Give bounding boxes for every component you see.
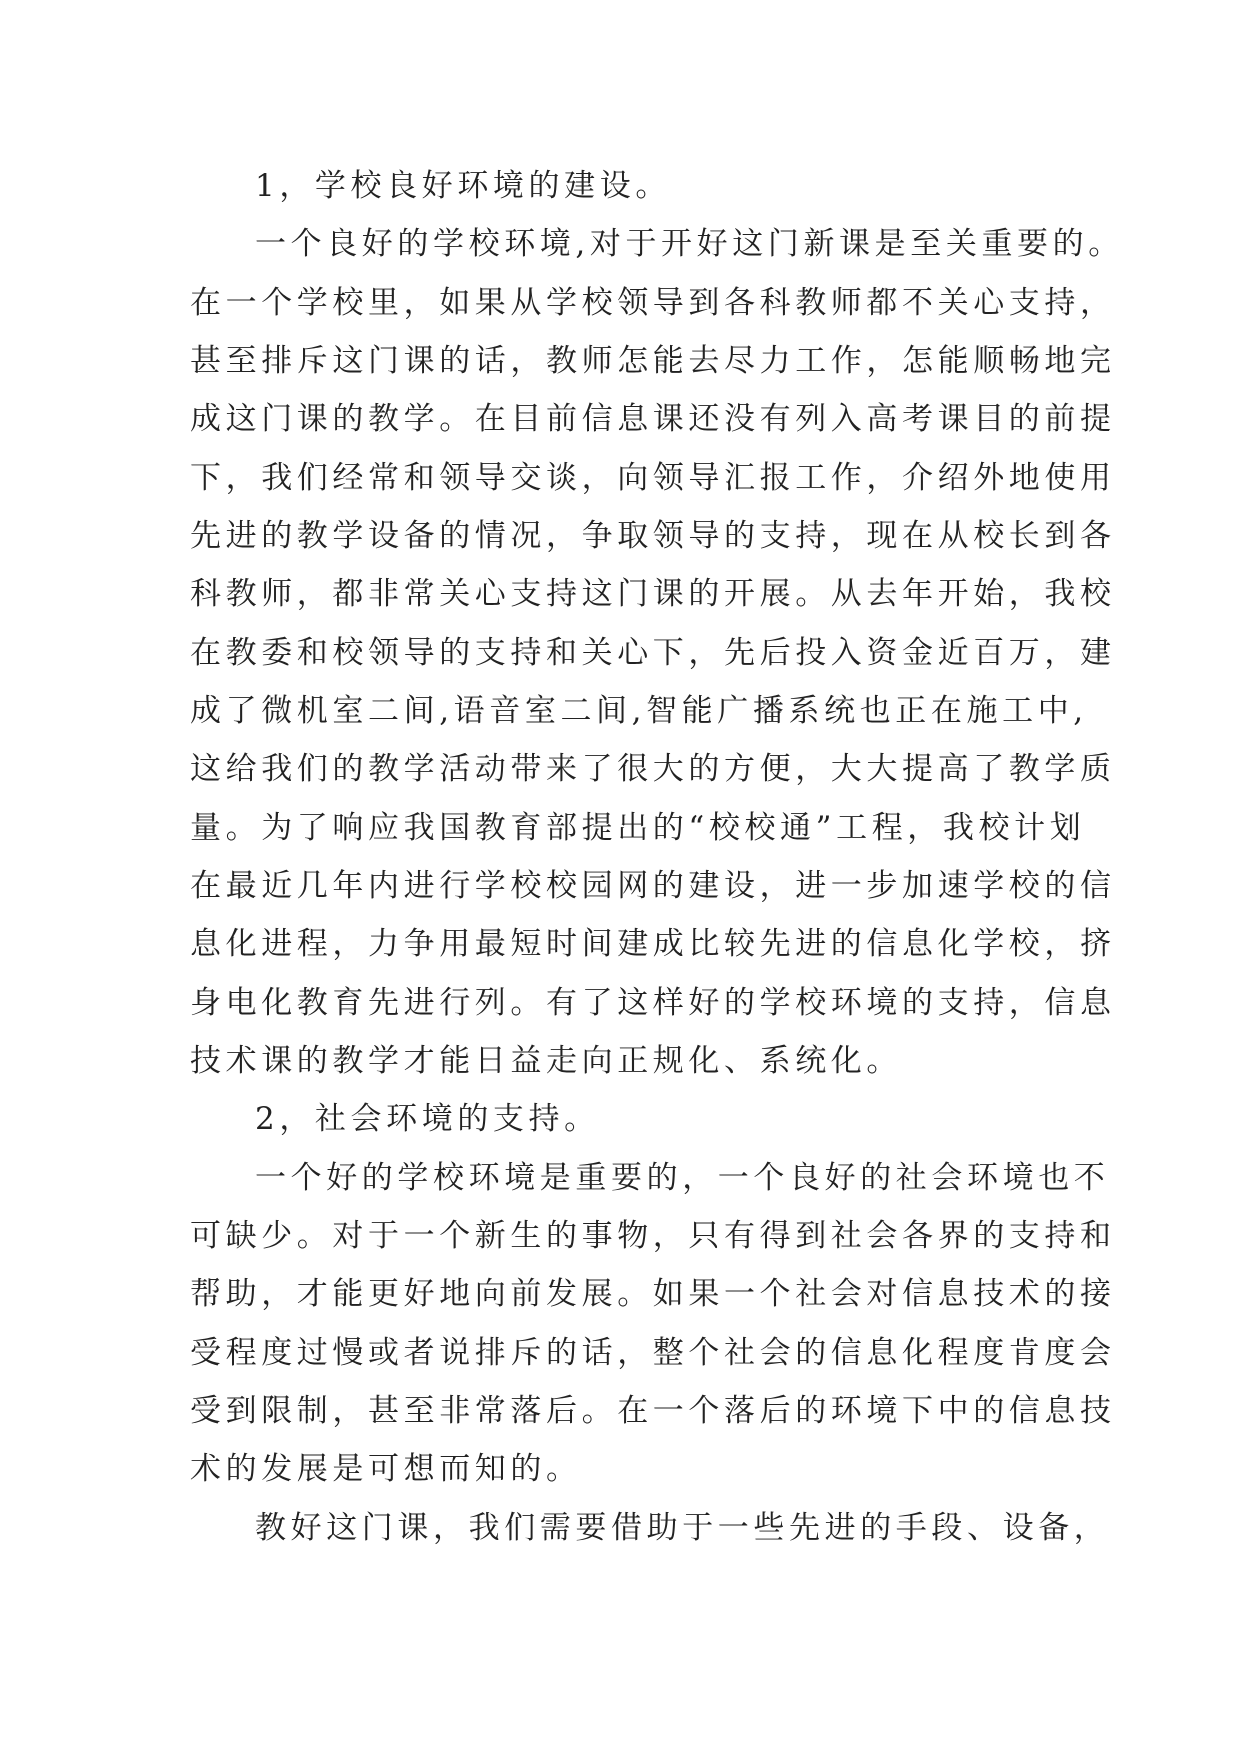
paragraph-line: 一个好的学校环境是重要的，一个良好的社会环境也不 <box>255 1160 1110 1196</box>
paragraph-line: 教好这门课，我们需要借助于一些先进的手段、设备， <box>255 1510 1110 1546</box>
paragraph-line: 受程度过慢或者说排斥的话，整个社会的信息化程度肯度会 <box>190 1335 1116 1371</box>
paragraph-line: 在教委和校领导的支持和关心下，先后投入资金近百万，建 <box>190 635 1116 671</box>
paragraph-line: 甚至排斥这门课的话，教师怎能去尽力工作，怎能顺畅地完 <box>190 343 1116 379</box>
paragraph-line: 下，我们经常和领导交谈，向领导汇报工作，介绍外地使用 <box>190 460 1116 496</box>
paragraph-line: 受到限制，甚至非常落后。在一个落后的环境下中的信息技 <box>190 1393 1116 1429</box>
paragraph-line: 成了微机室二间,语音室二间,智能广播系统也正在施工中, <box>190 693 1088 729</box>
paragraph-line: 身电化教育先进行列。有了这样好的学校环境的支持，信息 <box>190 985 1116 1021</box>
paragraph-line: 量。为了响应我国教育部提出的“校校通”工程，我校计划 <box>190 810 1086 846</box>
paragraph-line: 在一个学校里，如果从学校领导到各科教师都不关心支持， <box>190 285 1116 321</box>
section-heading-2: 2，社会环境的支持。 <box>255 1101 600 1137</box>
paragraph-line: 科教师，都非常关心支持这门课的开展。从去年开始，我校 <box>190 576 1116 612</box>
paragraph-line: 在最近几年内进行学校校园网的建设，进一步加速学校的信 <box>190 868 1116 904</box>
paragraph-line: 术的发展是可想而知的。 <box>190 1451 582 1487</box>
paragraph-line: 帮助，才能更好地向前发展。如果一个社会对信息技术的接 <box>190 1276 1116 1312</box>
section-heading-1: 1，学校良好环境的建设。 <box>255 168 671 204</box>
paragraph-line: 这给我们的教学活动带来了很大的方便，大大提高了教学质 <box>190 751 1116 787</box>
paragraph-line: 息化进程，力争用最短时间建成比较先进的信息化学校，挤 <box>190 926 1116 962</box>
paragraph-line: 成这门课的教学。在目前信息课还没有列入高考课目的前提 <box>190 401 1116 437</box>
paragraph-line: 技术课的教学才能日益走向正规化、系统化。 <box>190 1043 902 1079</box>
paragraph-line: 先进的教学设备的情况，争取领导的支持，现在从校长到各 <box>190 518 1116 554</box>
paragraph-line: 可缺少。对于一个新生的事物，只有得到社会各界的支持和 <box>190 1218 1116 1254</box>
paragraph-line: 一个良好的学校环境,对于开好这门新课是至关重要的。 <box>255 226 1124 262</box>
